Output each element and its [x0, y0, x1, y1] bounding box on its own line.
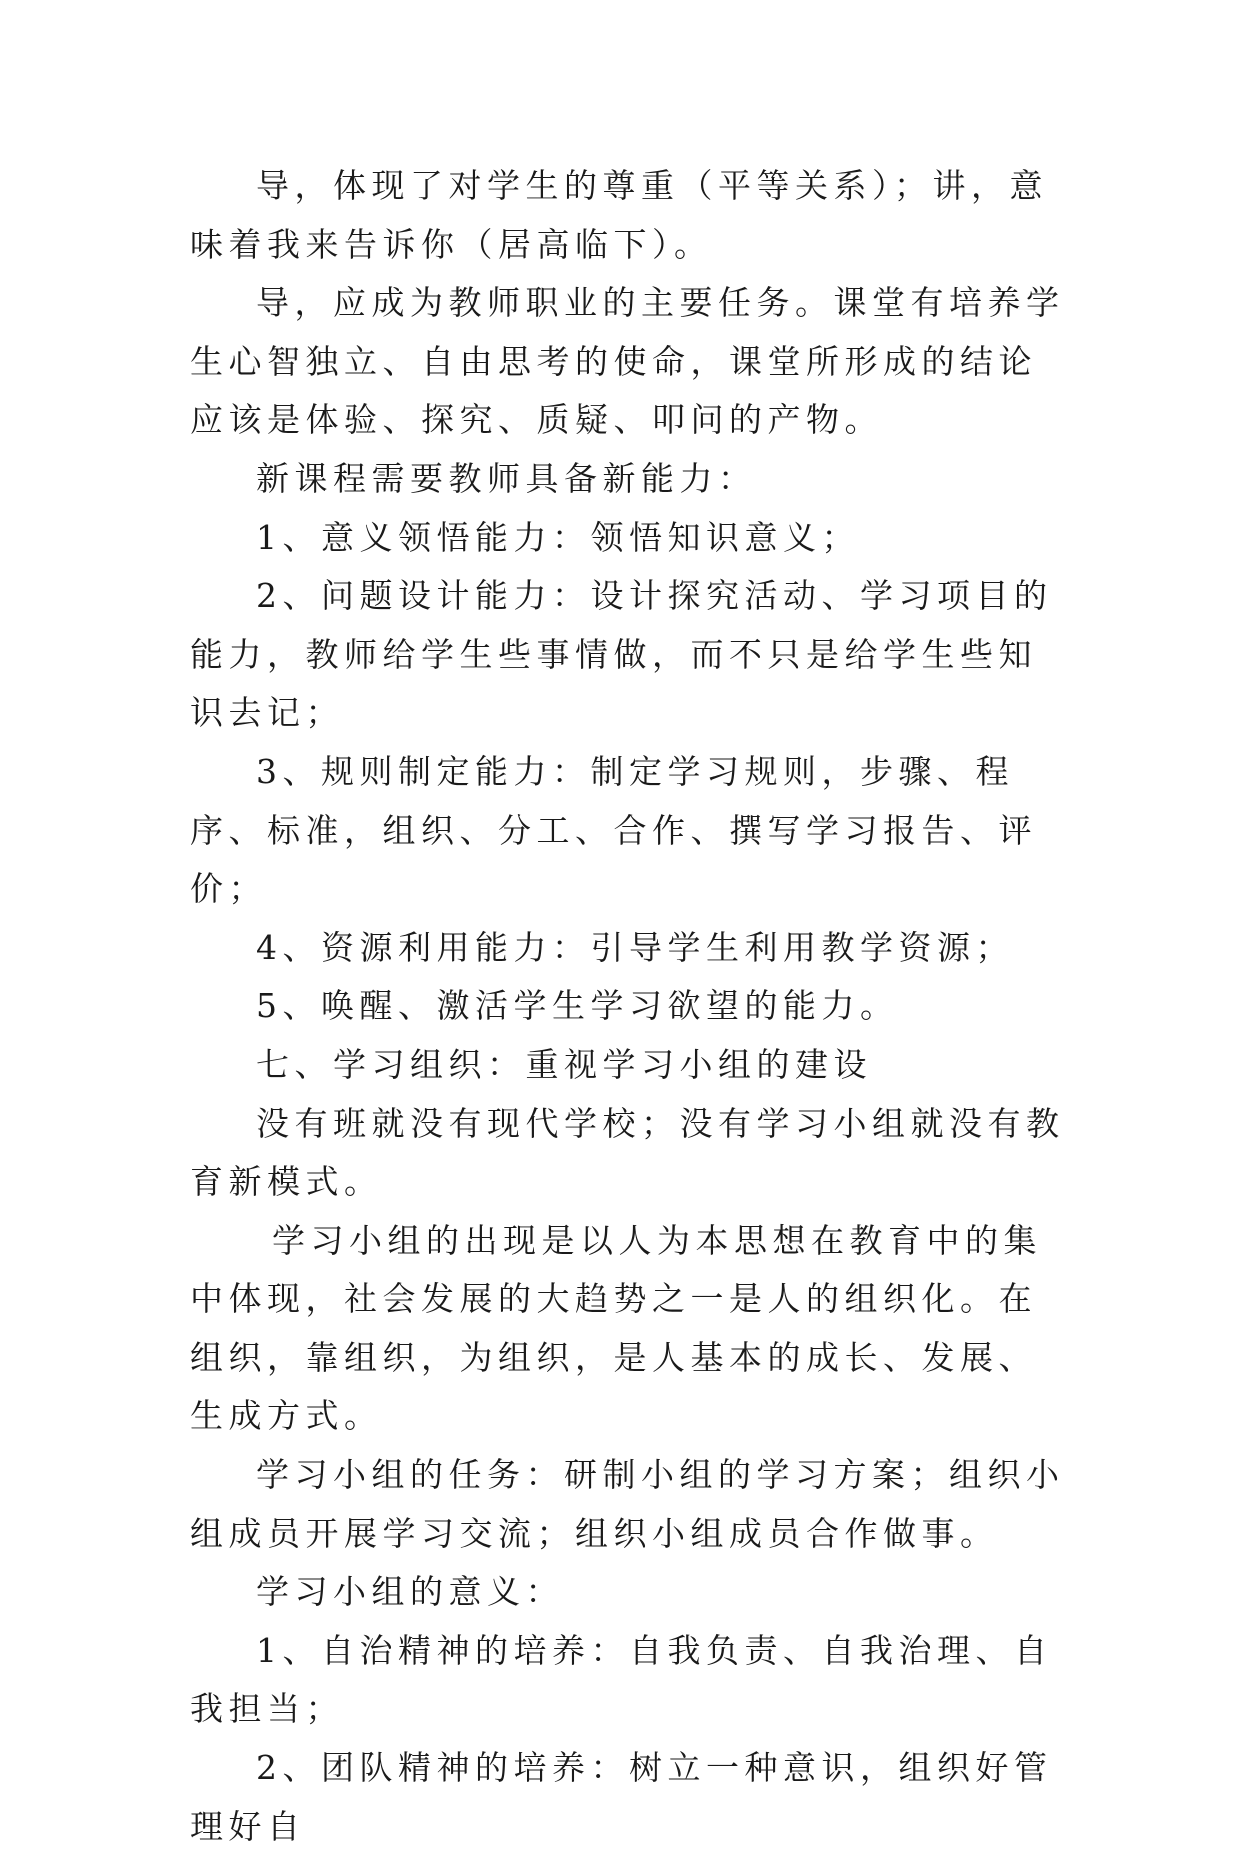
paragraph: 新课程需要教师具备新能力： — [256, 458, 757, 498]
paragraph: 导，体现了对学生的尊重（平等关系）；讲，意味着我来告诉你（居高临下）。 — [190, 166, 1048, 264]
paragraph: 4、资源利用能力：引导学生利用教学资源； — [256, 927, 1014, 967]
section-heading: 七、学习组织：重视学习小组的建设 — [256, 1044, 872, 1084]
paragraph: 学习小组的意义： — [256, 1572, 564, 1612]
paragraph: 学习小组的任务：研制小组的学习方案；组织小组成员开展学习交流；组织小组成员合作做事。 — [190, 1455, 1065, 1553]
paragraph: 1、自治精神的培养：自我负责、自我治理、自我担当； — [190, 1630, 1053, 1729]
paragraph: 2、问题设计能力：设计探究活动、学习项目的能力，教师给学生些事情做，而不只是给学生些知识去记； — [190, 576, 1053, 733]
paragraph: 2、团队精神的培养：树立一种意识，组织好管理好自 — [190, 1748, 1053, 1846]
paragraph: 没有班就没有现代学校；没有学习小组就没有教育新模式。 — [190, 1103, 1065, 1202]
paragraph: 学习小组的出现是以人为本思想在教育中的集中体现，社会发展的大趋势之一是人的组织化。在组织，靠组织，为组织，是人基本的成长、发展、生成方式。 — [190, 1220, 1042, 1436]
paragraph: 5、唤醒、激活学生学习欲望的能力。 — [256, 986, 899, 1026]
paragraph: 1、意义领悟能力：领悟知识意义； — [256, 517, 860, 557]
paragraph: 3、规则制定能力：制定学习规则，步骤、程序、标准，组织、分工、合作、撰写学习报告、评价； — [190, 751, 1037, 909]
document-body — [190, 157, 1070, 1856]
paragraph: 导，应成为教师职业的主要任务。课堂有培养学生心智独立、自由思考的使命，课堂所形成的结论应该是体验、探究、质疑、叩问的产物。 — [190, 283, 1065, 440]
